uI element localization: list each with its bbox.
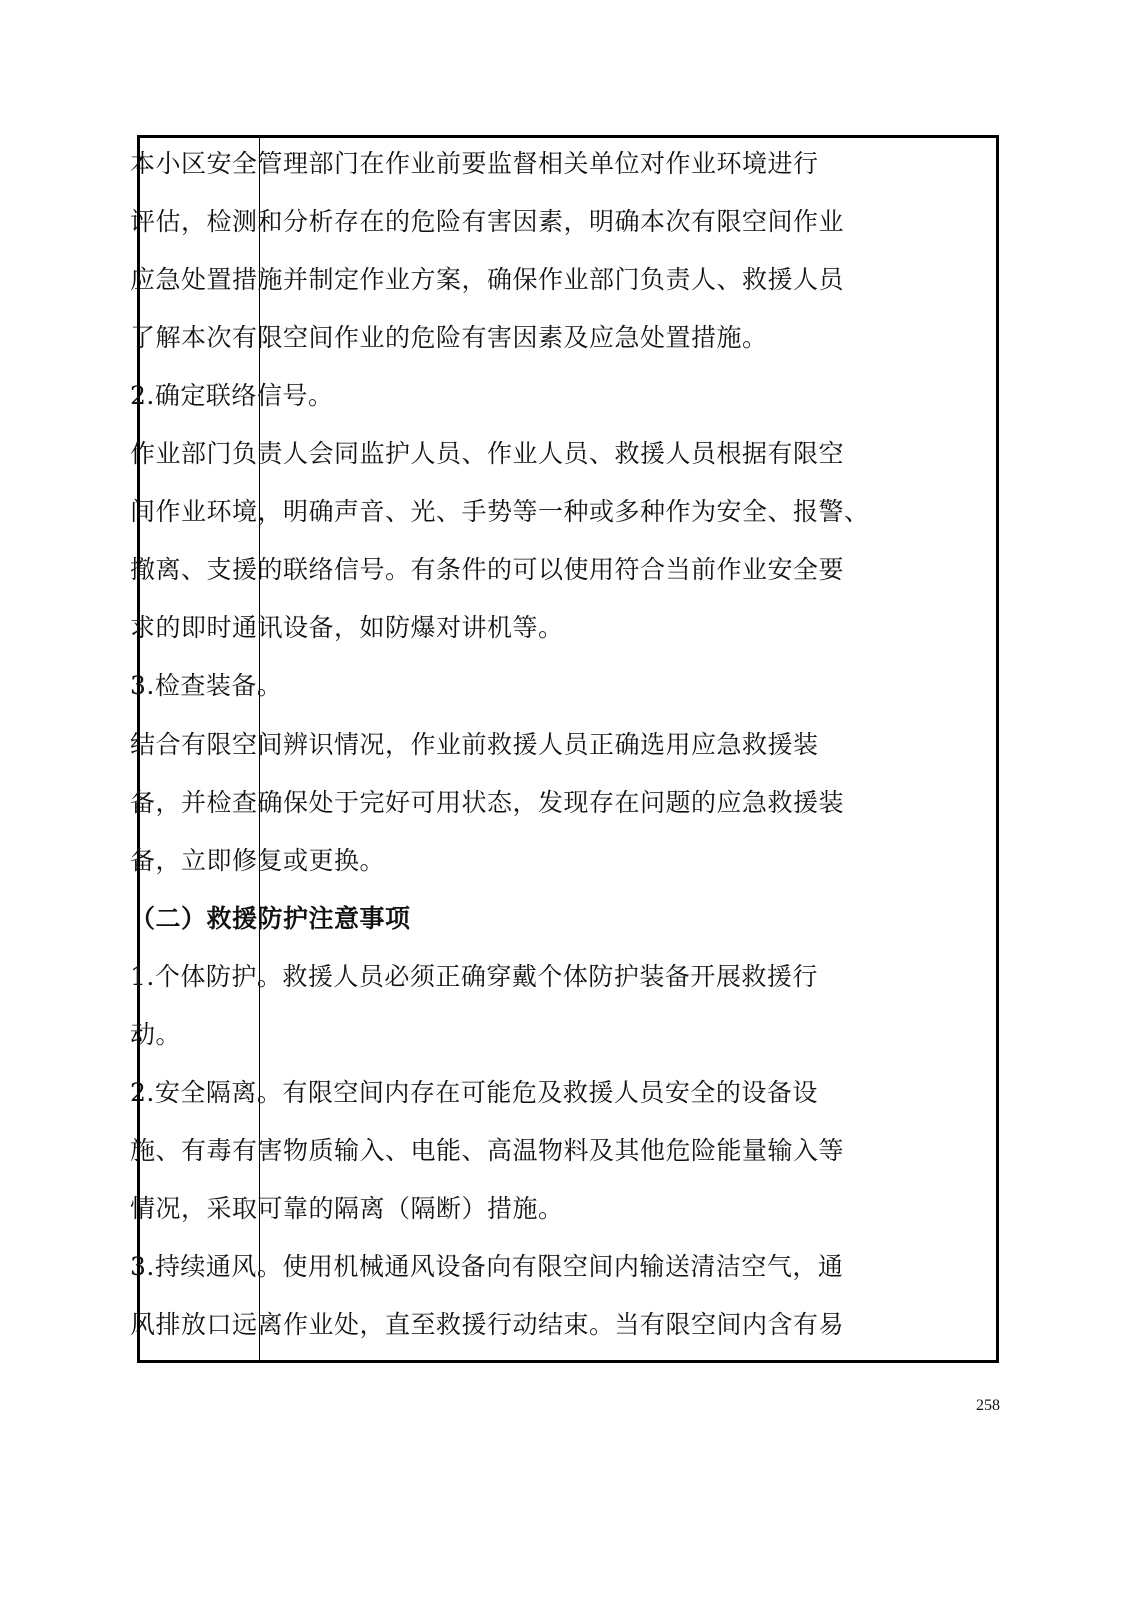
text-line: 备，并检查确保处于完好可用状态，发现存在问题的应急救援装: [130, 788, 845, 817]
text-line: 风排放口远离作业处，直至救援行动结束。当有限空间内含有易: [130, 1310, 845, 1339]
numbered-item: 2.确定联络信号。: [130, 381, 334, 410]
text-line: 了解本次有限空间作业的危险有害因素及应急处置措施。: [130, 323, 768, 352]
text-line: 间作业环境，明确声音、光、手势等一种或多种作为安全、报警、: [130, 497, 870, 526]
numbered-item: 3.检查装备。: [130, 671, 283, 700]
text-line: 动。: [130, 1020, 182, 1049]
page-number: 258: [976, 1397, 1000, 1414]
text-line: 求的即时通讯设备，如防爆对讲机等。: [130, 613, 564, 642]
text-line: 作业部门负责人会同监护人员、作业人员、救援人员根据有限空: [130, 439, 845, 468]
text-line: 备，立即修复或更换。: [130, 846, 386, 875]
section-heading: （二）救援防护注意事项: [130, 904, 411, 933]
text-line: 施、有毒有害物质输入、电能、高温物料及其他危险能量输入等: [130, 1136, 845, 1165]
text-line: 结合有限空间辨识情况，作业前救援人员正确选用应急救援装: [130, 730, 819, 759]
numbered-item: 2.安全隔离。有限空间内存在可能危及救援人员安全的设备设: [130, 1078, 818, 1107]
text-line: 撤离、支援的联络信号。有条件的可以使用符合当前作业安全要: [130, 555, 845, 584]
text-line: 应急处置措施并制定作业方案，确保作业部门负责人、救援人员: [130, 265, 845, 294]
text-line: 情况，采取可靠的隔离（隔断）措施。: [130, 1194, 564, 1223]
numbered-item: 3.持续通风。使用机械通风设备向有限空间内输送清洁空气，通: [130, 1252, 844, 1281]
text-line: 本小区安全管理部门在作业前要监督相关单位对作业环境进行: [130, 149, 819, 178]
numbered-item: 1.个体防护。救援人员必须正确穿戴个体防护装备开展救援行: [130, 962, 818, 991]
text-line: 评估，检测和分析存在的危险有害因素，明确本次有限空间作业: [130, 207, 845, 236]
